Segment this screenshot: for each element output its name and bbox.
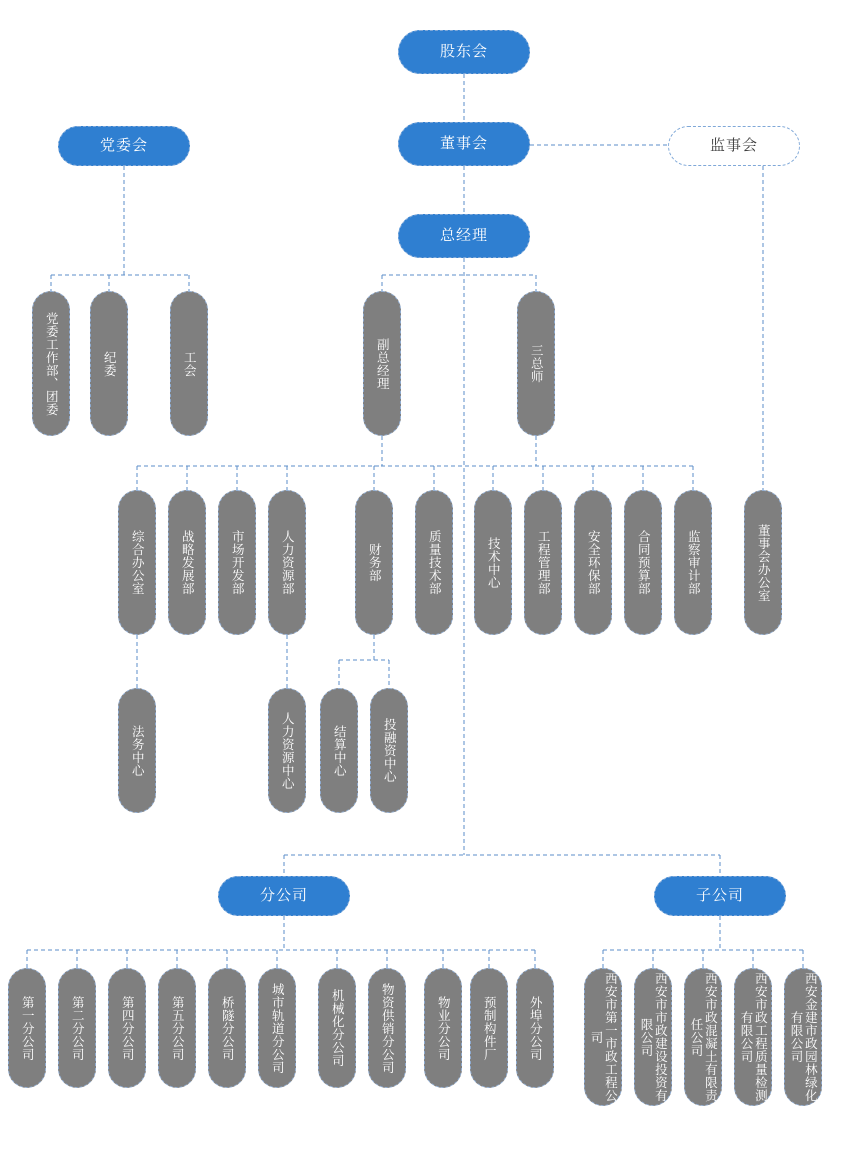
- node-investment-center[interactable]: [370, 688, 408, 813]
- node-urban-rail[interactable]: [258, 968, 296, 1088]
- node-label: 外埠分公司: [528, 995, 543, 1061]
- node-mechanization[interactable]: [318, 968, 356, 1088]
- node-board[interactable]: [398, 122, 530, 166]
- node-label: 纪委: [102, 350, 117, 377]
- node-branch-companies[interactable]: [218, 876, 350, 916]
- node-labor-union[interactable]: [170, 291, 208, 436]
- node-party-work-dept[interactable]: [32, 291, 70, 436]
- node-label: 三总师: [529, 344, 544, 383]
- node-label: 第四分公司: [120, 995, 135, 1061]
- node-safety-env[interactable]: [574, 490, 612, 635]
- node-discipline[interactable]: [90, 291, 128, 436]
- node-audit-dept[interactable]: [674, 490, 712, 635]
- node-finance-dept[interactable]: [355, 490, 393, 635]
- node-label: 第二分公司: [70, 995, 85, 1061]
- node-strategy-dev[interactable]: [168, 490, 206, 635]
- node-quality-testing[interactable]: [734, 968, 772, 1106]
- node-label: 股东会: [439, 43, 488, 60]
- node-market-dev[interactable]: [218, 490, 256, 635]
- node-general-manager[interactable]: [398, 214, 530, 258]
- node-outside-branch[interactable]: [516, 968, 554, 1088]
- node-label: 桥隧分公司: [220, 995, 235, 1061]
- node-label: 物业分公司: [436, 995, 451, 1061]
- node-label: 总经理: [439, 227, 488, 244]
- node-label: 技术中心: [486, 536, 501, 589]
- node-label: 副总经理: [375, 337, 390, 390]
- node-label: 西安市市政建设投资有限公司: [639, 972, 668, 1102]
- node-branch-5[interactable]: [158, 968, 196, 1088]
- node-landscaping[interactable]: [784, 968, 822, 1106]
- node-label: 市场开发部: [230, 530, 245, 595]
- node-concrete-company[interactable]: [684, 968, 722, 1106]
- node-engineering-mgmt[interactable]: [524, 490, 562, 635]
- node-tech-center[interactable]: [474, 490, 512, 635]
- node-label: 工会: [182, 350, 197, 377]
- node-branch-1[interactable]: [8, 968, 46, 1088]
- node-bridge-tunnel[interactable]: [208, 968, 246, 1088]
- node-label: 人力资源中心: [280, 711, 295, 790]
- node-label: 子公司: [695, 887, 744, 904]
- node-settlement-center[interactable]: [320, 688, 358, 813]
- node-subsidiaries[interactable]: [654, 876, 786, 916]
- node-label: 战略发展部: [180, 530, 195, 595]
- node-label: 预制构件厂: [482, 995, 497, 1061]
- node-label: 西安市政混凝土有限责任公司: [689, 972, 718, 1102]
- node-general-office[interactable]: [118, 490, 156, 635]
- node-hr-center[interactable]: [268, 688, 306, 813]
- node-label: 第一分公司: [20, 995, 35, 1061]
- node-label: 质量技术部: [427, 530, 442, 595]
- node-label: 分公司: [259, 887, 308, 904]
- node-supervisory[interactable]: [668, 126, 800, 166]
- node-three-chiefs[interactable]: [517, 291, 555, 436]
- node-label: 西安市第一市政工程公司: [589, 972, 618, 1102]
- node-label: 法务中心: [130, 724, 145, 777]
- node-label: 监事会: [709, 137, 758, 154]
- node-label: 综合办公室: [130, 530, 145, 595]
- node-label: 董事会: [439, 135, 488, 152]
- node-label: 安全环保部: [586, 530, 601, 595]
- node-quality-tech[interactable]: [415, 490, 453, 635]
- node-municipal-investment[interactable]: [634, 968, 672, 1106]
- node-precast-factory[interactable]: [470, 968, 508, 1088]
- node-label: 结算中心: [332, 724, 347, 777]
- node-label: 党委工作部、团委: [44, 311, 59, 416]
- node-label: 工程管理部: [536, 530, 551, 595]
- node-label: 西安市政工程质量检测有限公司: [739, 972, 768, 1102]
- node-hr-dept[interactable]: [268, 490, 306, 635]
- node-contract-budget[interactable]: [624, 490, 662, 635]
- node-branch-4[interactable]: [108, 968, 146, 1088]
- node-deputy-gm[interactable]: [363, 291, 401, 436]
- node-label: 合同预算部: [636, 530, 651, 595]
- node-label: 机械化分公司: [330, 989, 345, 1067]
- node-label: 财务部: [367, 543, 382, 582]
- node-label: 董事会办公室: [756, 523, 771, 602]
- node-legal-center[interactable]: [118, 688, 156, 813]
- node-label: 城市轨道分公司: [270, 982, 285, 1074]
- node-label: 物资供销分公司: [380, 982, 395, 1074]
- node-label: 第五分公司: [170, 995, 185, 1061]
- node-label: 西安金建市政园林绿化有限公司: [789, 972, 818, 1102]
- node-label: 人力资源部: [280, 530, 295, 595]
- node-property-mgmt[interactable]: [424, 968, 462, 1088]
- node-first-municipal[interactable]: [584, 968, 622, 1106]
- node-label: 党委会: [99, 137, 148, 154]
- node-party-committee[interactable]: [58, 126, 190, 166]
- node-label: 投融资中心: [382, 718, 397, 783]
- node-shareholders[interactable]: [398, 30, 530, 74]
- node-label: 监察审计部: [686, 530, 701, 595]
- node-materials-supply[interactable]: [368, 968, 406, 1088]
- node-board-office[interactable]: [744, 490, 782, 635]
- node-branch-2[interactable]: [58, 968, 96, 1088]
